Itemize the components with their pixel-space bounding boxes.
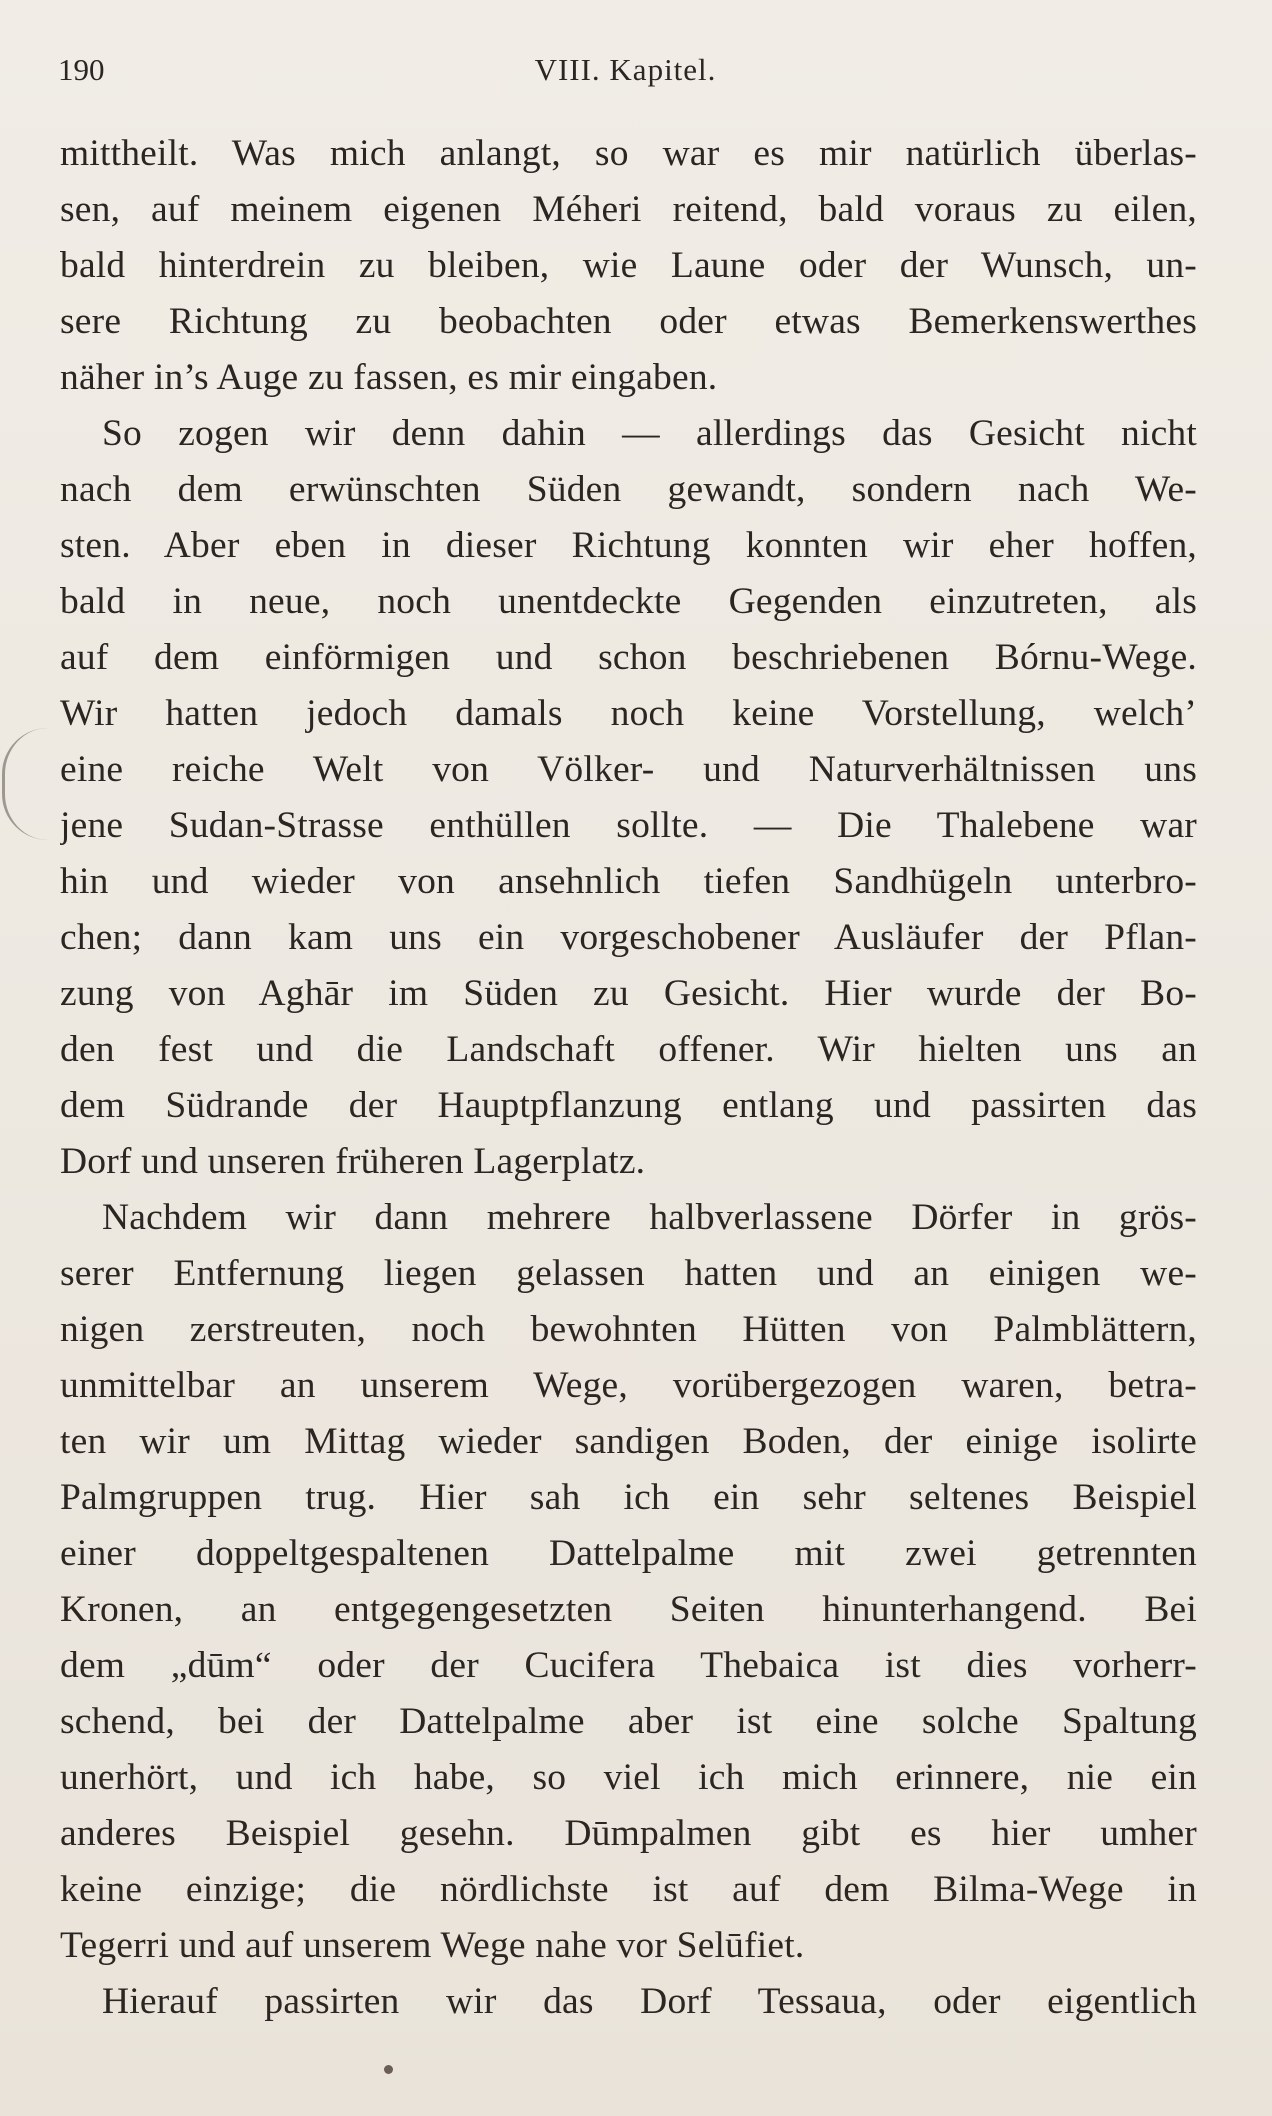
page-number: 190 xyxy=(58,52,105,87)
text-line: Kronen, an entgegengesetzten Seiten hinunterhangend. Bei xyxy=(60,1589,1197,1630)
text-line: hin und wieder von ansehnlich tiefen Sandhügeln unterbro- xyxy=(60,861,1197,902)
text-line: Tegerri und auf unserem Wege nahe vor Selūfiet. xyxy=(60,1925,805,1966)
text-line: nigen zerstreuten, noch bewohnten Hütten von Palmblättern, xyxy=(60,1309,1197,1350)
text-line: bald in neue, noch unentdeckte Gegenden einzutreten, als xyxy=(60,581,1197,622)
text-line: chen; dann kam uns ein vorgeschobener Ausläufer der Pflan- xyxy=(60,917,1197,958)
text-line: nach dem erwünschten Süden gewandt, sondern nach We- xyxy=(60,469,1197,510)
text-line: So zogen wir denn dahin — allerdings das Gesicht nicht xyxy=(102,413,1197,454)
text-line: Wir hatten jedoch damals noch keine Vorstellung, welch’ xyxy=(60,693,1197,734)
text-line: sere Richtung zu beobachten oder etwas Bemerkenswerthes xyxy=(60,301,1197,342)
text-line: unmittelbar an unserem Wege, vorübergezogen waren, betra- xyxy=(60,1365,1197,1406)
text-line: ten wir um Mittag wieder sandigen Boden, der einige isolirte xyxy=(60,1421,1197,1462)
text-line: dem Südrande der Hauptpflanzung entlang und passirten das xyxy=(60,1085,1197,1126)
text-line: den fest und die Landschaft offener. Wir hielten uns an xyxy=(60,1029,1197,1070)
ink-dot xyxy=(384,2065,393,2074)
running-head: VIII. Kapitel. xyxy=(534,52,717,87)
page-header xyxy=(58,52,1193,98)
text-line: mittheilt. Was mich anlangt, so war es mir natürlich überlas- xyxy=(60,133,1197,174)
text-line: sen, auf meinem eigenen Méheri reitend, bald voraus zu eilen, xyxy=(60,189,1197,230)
text-line: bald hinterdrein zu bleiben, wie Laune oder der Wunsch, un- xyxy=(60,245,1197,286)
text-line: anderes Beispiel gesehn. Dūmpalmen gibt es hier umher xyxy=(60,1813,1197,1854)
text-line: jene Sudan-Strasse enthüllen sollte. — Die Thalebene war xyxy=(60,805,1197,846)
text-line: zung von Aghār im Süden zu Gesicht. Hier wurde der Bo- xyxy=(60,973,1197,1014)
text-line: keine einzige; die nördlichste ist auf dem Bilma-Wege in xyxy=(60,1869,1197,1910)
pencil-margin-mark xyxy=(2,728,51,840)
text-line: serer Entfernung liegen gelassen hatten und an einigen we- xyxy=(60,1253,1197,1294)
text-line: dem „dūm“ oder der Cucifera Thebaica ist dies vorherr- xyxy=(60,1645,1197,1686)
text-line: schend, bei der Dattelpalme aber ist eine solche Spaltung xyxy=(60,1701,1197,1742)
text-line: unerhört, und ich habe, so viel ich mich erinnere, nie ein xyxy=(60,1757,1197,1798)
text-line: Nachdem wir dann mehrere halbverlassene Dörfer in grös- xyxy=(102,1197,1197,1238)
text-line: Palmgruppen trug. Hier sah ich ein sehr seltenes Beispiel xyxy=(60,1477,1197,1518)
text-line: Hierauf passirten wir das Dorf Tessaua, oder eigentlich xyxy=(102,1981,1197,2022)
text-line: Dorf und unseren früheren Lagerplatz. xyxy=(60,1141,646,1182)
text-line: näher in’s Auge zu fassen, es mir eingaben. xyxy=(60,357,718,398)
text-line: sten. Aber eben in dieser Richtung konnten wir eher hoffen, xyxy=(60,525,1197,566)
body-text xyxy=(60,126,1197,2030)
text-line: eine reiche Welt von Völker- und Naturverhältnissen uns xyxy=(60,749,1197,790)
text-line: einer doppeltgespaltenen Dattelpalme mit zwei getrennten xyxy=(60,1533,1197,1574)
text-line: auf dem einförmigen und schon beschriebenen Bórnu-Wege. xyxy=(60,637,1197,678)
